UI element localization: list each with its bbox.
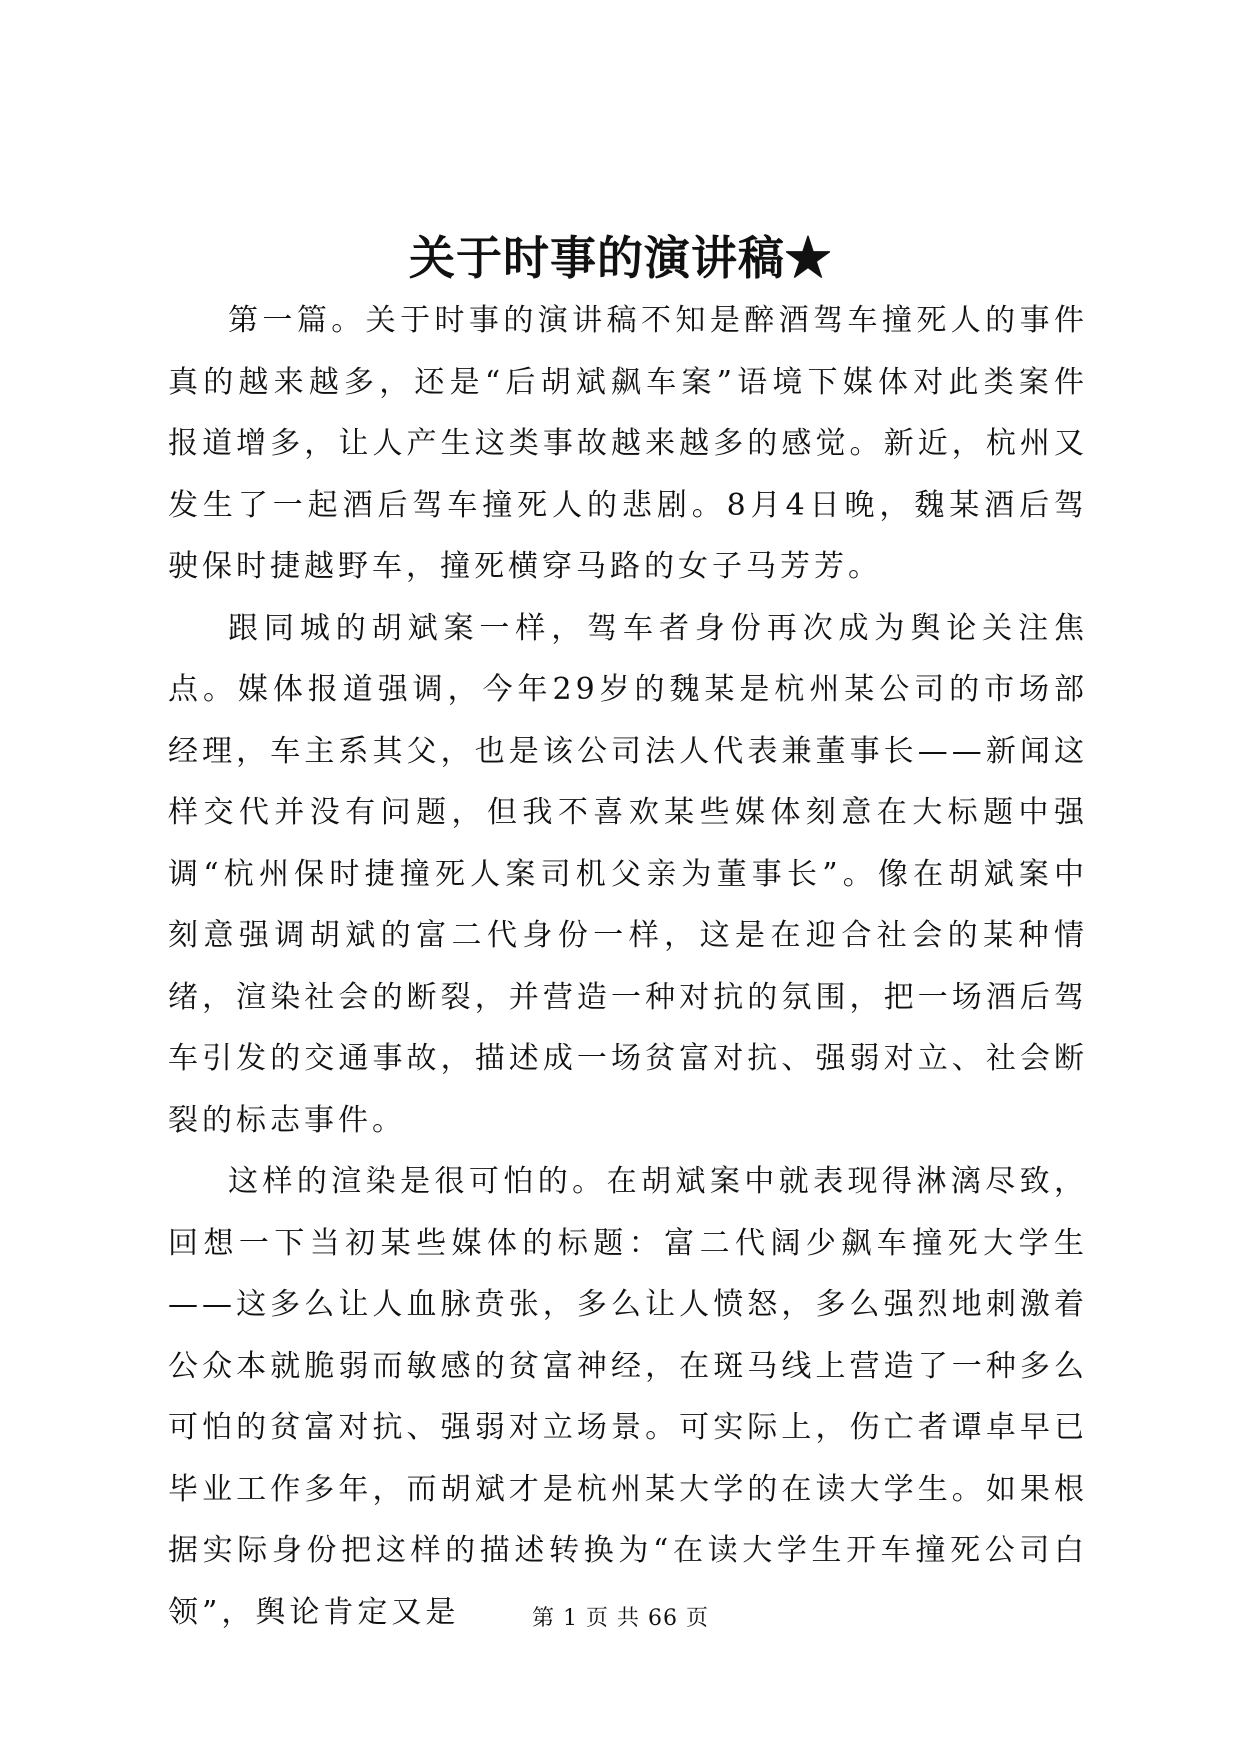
page-footer: 第 1 页 共 66 页	[532, 1606, 709, 1631]
paragraph-1: 第一篇。关于时事的演讲稿不知是醉酒驾车撞死人的事件真的越来越多，还是“后胡斌飙车案”语境下媒体对此类案件报道增多，让人产生这类事故越来越多的感觉。新近，杭州又发生了一起酒后驾车撞死人的悲剧。8月4日晚，魏某酒后驾驶保时捷越野车，撞死横穿马路的女子马芳芳。	[168, 303, 1088, 584]
document-body	[168, 290, 1088, 1643]
paragraph-3: 这样的渲染是很可怕的。在胡斌案中就表现得淋漓尽致，回想一下当初某些媒体的标题：富二代阔少飙车撞死大学生——这多么让人血脉贲张，多么让人愤怒，多么强烈地刺激着公众本就脆弱而敏感的贫富神经，在斑马线上营造了一种多么可怕的贫富对抗、强弱对立场景。可实际上，伤亡者谭卓早已毕业工作多年，而胡斌才是杭州某大学的在读大学生。如果根据实际身份把这样的描述转换为“在读大学生开车撞死公司白领”，舆论肯定又是	[168, 1164, 1088, 1630]
paragraph-2: 跟同城的胡斌案一样，驾车者身份再次成为舆论关注焦点。媒体报道强调，今年29岁的魏某是杭州某公司的市场部经理，车主系其父，也是该公司法人代表兼董事长——新闻这样交代并没有问题，但我不喜欢某些媒体刻意在大标题中强调“杭州保时捷撞死人案司机父亲为董事长”。像在胡斌案中刻意强调胡斌的富二代身份一样，这是在迎合社会的某种情绪，渲染社会的断裂，并营造一种对抗的氛围，把一场酒后驾车引发的交通事故，描述成一场贫富对抗、强弱对立、社会断裂的标志事件。	[168, 610, 1088, 1138]
document-title: 关于时事的演讲稿★	[409, 231, 832, 285]
